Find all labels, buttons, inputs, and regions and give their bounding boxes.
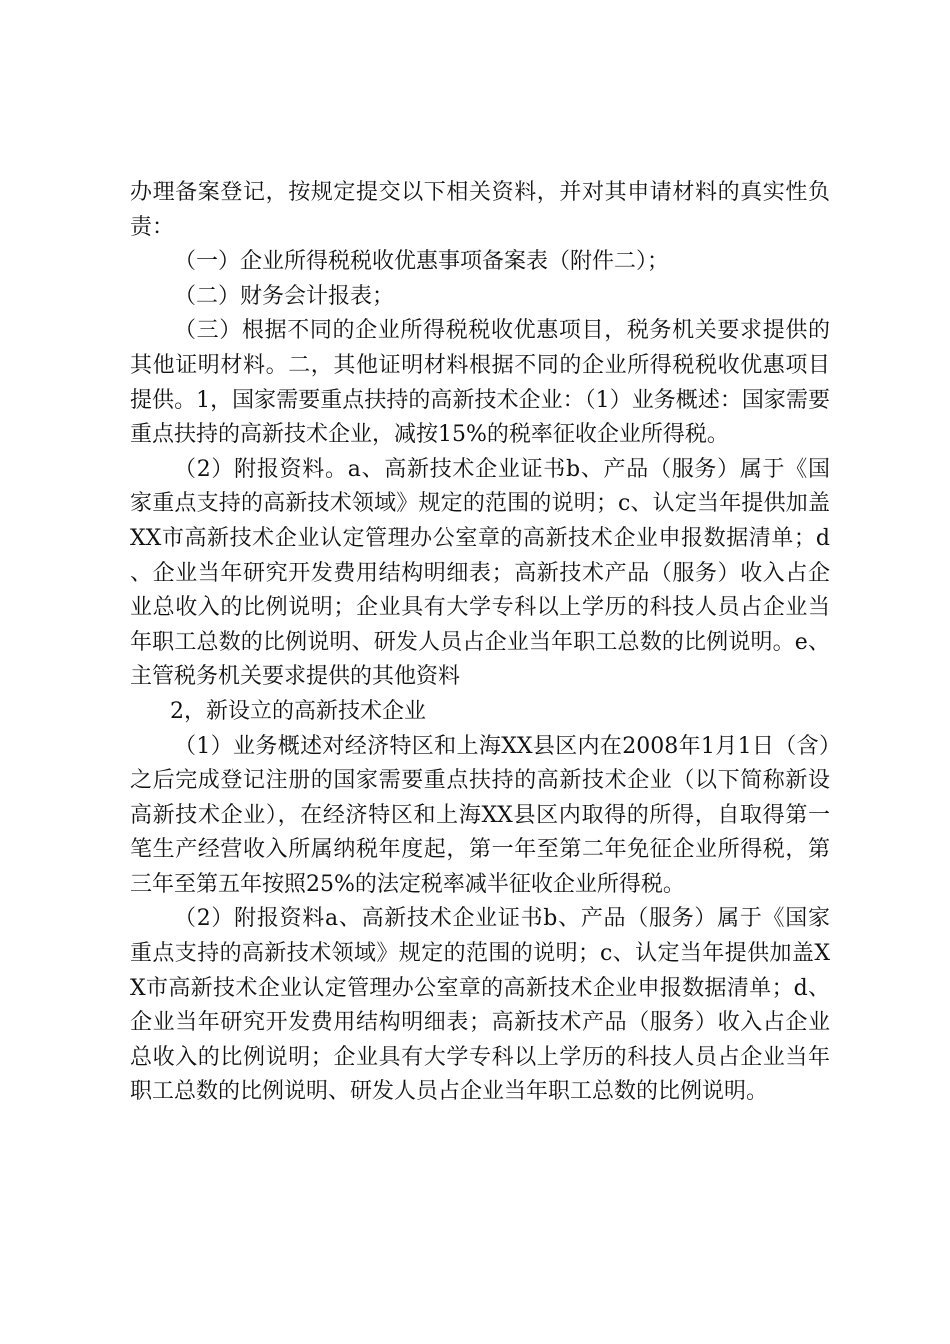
paragraph-item-2: （二）财务会计报表； <box>174 283 395 309</box>
document-body <box>130 176 830 1110</box>
paragraph-filing-intro: 办理备案登记，按规定提交以下相关资料，并对其申请材料的真实性负责： <box>130 180 830 240</box>
paragraph-attachments-2: （2）附报资料a、高新技术企业证书b、产品（服务）属于《国家重点支持的高新技术领域》规定的范围的说明；c、认定当年提供加盖XX市高新技术企业认定管理办公室章的高新技术企业申报数据清单；d、企业当年研究开发费用结构明细表；高新技术产品（服务）收入占企业总收入的比例说明；企业具有大学专科以上学历的科技人员占企业当年职工总数的比例说明、研发人员占企业当年职工总数的比例说明。 <box>130 906 830 1105</box>
paragraph-overview-2: （1）业务概述对经济特区和上海XX县区内在2008年1月1日（含）之后完成登记注册的国家需要重点扶持的高新技术企业（以下简称新设高新技术企业），在经济特区和上海XX县区内取得的所得，自取得第一笔生产经营收入所属纳税年度起，第一年至第二年免征企业所得税，第三年至第五年按照25%的法定税率减半征收企业所得税。 <box>130 733 830 897</box>
paragraph-attachments-1: （2）附报资料。a、高新技术企业证书b、产品（服务）属于《国家重点支持的高新技术领域》规定的范围的说明；c、认定当年提供加盖XX市高新技术企业认定管理办公室章的高新技术企业申报数据清单；d、企业当年研究开发费用结构明细表；高新技术产品（服务）收入占企业总收入的比例说明；企业具有大学专科以上学历的科技人员占企业当年职工总数的比例说明、研发人员占企业当年职工总数的比例说明。e、主管税务机关要求提供的其他资料 <box>130 456 830 690</box>
paragraph-section-2-heading: 2，新设立的高新技术企业 <box>170 698 426 724</box>
paragraph-item-3: （三）根据不同的企业所得税税收优惠项目，税务机关要求提供的其他证明材料。二，其他证明材料根据不同的企业所得税税收优惠项目提供。1，国家需要重点扶持的高新技术企业：（1）业务概述：国家需要重点扶持的高新技术企业，减按15%的税率征收企业所得税。 <box>130 318 830 448</box>
paragraph-item-1: （一）企业所得税税收优惠事项备案表（附件二）； <box>174 249 670 275</box>
